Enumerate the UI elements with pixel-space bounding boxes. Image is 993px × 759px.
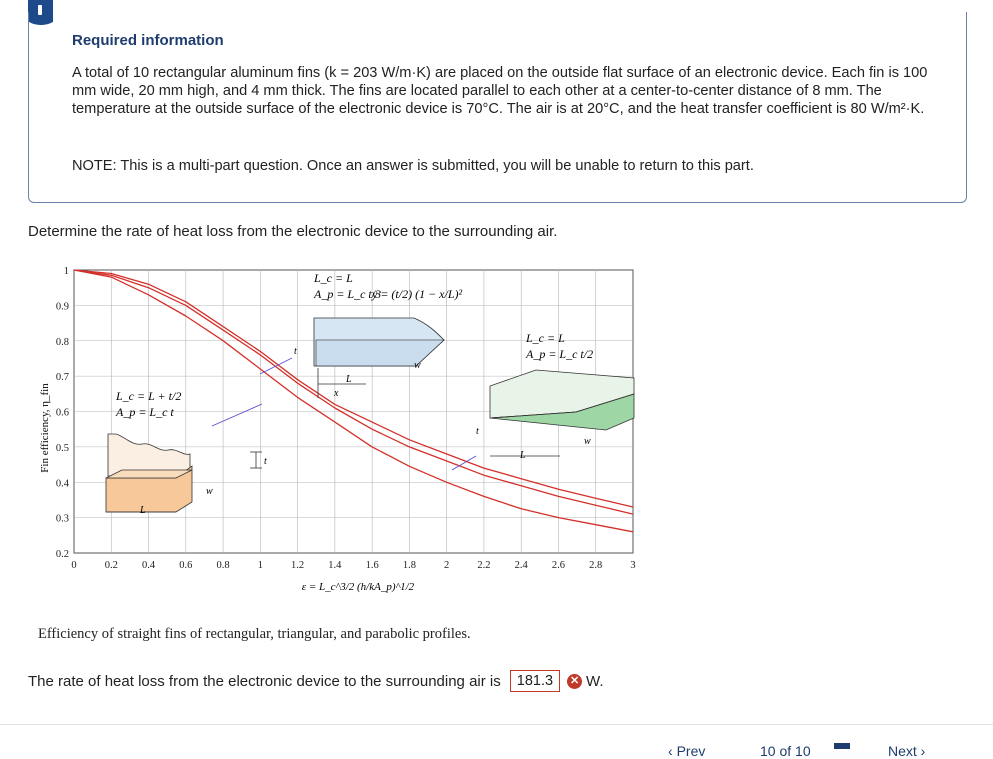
x-tick-label: 2.2 — [477, 560, 491, 571]
tri-dim-l: L — [520, 450, 526, 461]
x-tick-label: 1.6 — [365, 560, 379, 571]
info-heading: Required information — [72, 32, 224, 49]
tri-dim-t: t — [476, 426, 479, 437]
x-tick-label: 1.8 — [402, 560, 416, 571]
x-tick-label: 2 — [444, 560, 450, 571]
x-axis-label: ε = L_c^3/2 (h/kA_p)^1/2 — [301, 581, 415, 593]
answer-input[interactable]: 181.3 — [510, 670, 560, 692]
y-tick-label: 0.3 — [55, 513, 69, 525]
triangular-fin-illustration — [490, 370, 634, 456]
x-tick-label: 2.6 — [551, 560, 566, 571]
rect-dim-w: w — [206, 486, 213, 497]
x-tick-label: 1.2 — [291, 560, 305, 571]
parab-dim-w: w — [414, 360, 421, 371]
rect-dim-t: t — [264, 456, 267, 467]
fin-efficiency-chart — [36, 258, 646, 608]
x-tick-label: 0.2 — [104, 560, 118, 571]
parab-ap-label: A_p = L_c t/3 — [314, 287, 382, 301]
chart-caption: Efficiency of straight fins of rectangular, triangular, and parabolic profiles. — [38, 626, 471, 642]
x-tick-label: 0.8 — [216, 560, 230, 571]
x-tick-label: 1.4 — [328, 560, 342, 571]
info-paragraph: A total of 10 rectangular aluminum fins (k = 203 W/m·K) are placed on the outside flat surface of an electronic device. Each fin is 100 mm wide, 20 mm high, and 4 mm thick. The fins are located parallel to each other at a center-to-center distance of 8 mm. The temperature at the outside surface of the electronic device is 70°C. The air is at 20°C, and the heat transfer coefficient is 80 W/m²·K. — [72, 65, 928, 118]
tri-dim-w: w — [584, 436, 591, 447]
y-tick-label: 0.9 — [55, 301, 69, 313]
parab-lc-label: L_c = L — [314, 271, 353, 285]
y-tick-label: 0.7 — [55, 372, 69, 384]
parab-dim-x: x — [334, 388, 339, 399]
y-tick-label: 1 — [63, 266, 69, 277]
answer-row — [28, 670, 604, 692]
x-tick-label: 2.8 — [589, 560, 603, 571]
prev-label: Prev — [676, 743, 706, 759]
parab-dim-t: t — [294, 346, 297, 357]
x-tick-label: 0.6 — [179, 560, 193, 571]
y-tick-label: 0.2 — [55, 549, 69, 560]
info-note: NOTE: This is a multi-part question. Once an answer is submitted, you will be unable to return to this part. — [72, 158, 754, 174]
x-circle-icon: ✕ — [567, 674, 582, 689]
rectangular-fin-illustration — [106, 434, 262, 512]
prev-button[interactable]: ‹ Prev — [668, 743, 706, 759]
question-text: Determine the rate of heat loss from the electronic device to the surrounding air. — [28, 223, 558, 240]
y-tick-label: 0.5 — [55, 442, 69, 454]
parab-dim-l: L — [346, 374, 352, 385]
tri-ap-label: A_p = L_c t/2 — [526, 347, 594, 361]
rect-dim-l: L — [140, 505, 146, 516]
x-tick-label: 0.4 — [141, 560, 156, 571]
y-axis-label: Fin efficiency, η_fin — [39, 383, 51, 473]
next-button[interactable]: Next › — [888, 743, 926, 759]
answer-prefix: The rate of heat loss from the electronic device to the surrounding air is — [28, 672, 501, 690]
footer-divider — [0, 724, 993, 725]
next-label: Next — [888, 743, 917, 759]
parab-y-label: y = (t/2) (1 − x/L)² — [372, 287, 463, 301]
answer-unit: W. — [586, 672, 604, 690]
tri-lc-label: L_c = L — [526, 331, 565, 345]
y-tick-label: 0.6 — [55, 407, 69, 419]
rect-lc-label: L_c = L + t/2 — [116, 389, 182, 403]
y-tick-label: 0.4 — [55, 478, 69, 490]
x-tick-label: 0 — [71, 560, 77, 571]
rect-ap-label: A_p = L_c t — [116, 405, 174, 419]
x-tick-label: 3 — [630, 560, 636, 571]
x-tick-label: 1 — [257, 560, 263, 571]
rect-pointer-arrow — [212, 404, 262, 426]
x-tick-label: 2.4 — [514, 560, 528, 571]
grid-icon[interactable] — [834, 743, 850, 749]
parabolic-fin-illustration — [314, 318, 444, 398]
page-indicator: 10 of 10 — [760, 743, 811, 759]
y-tick-label: 0.8 — [55, 336, 69, 348]
